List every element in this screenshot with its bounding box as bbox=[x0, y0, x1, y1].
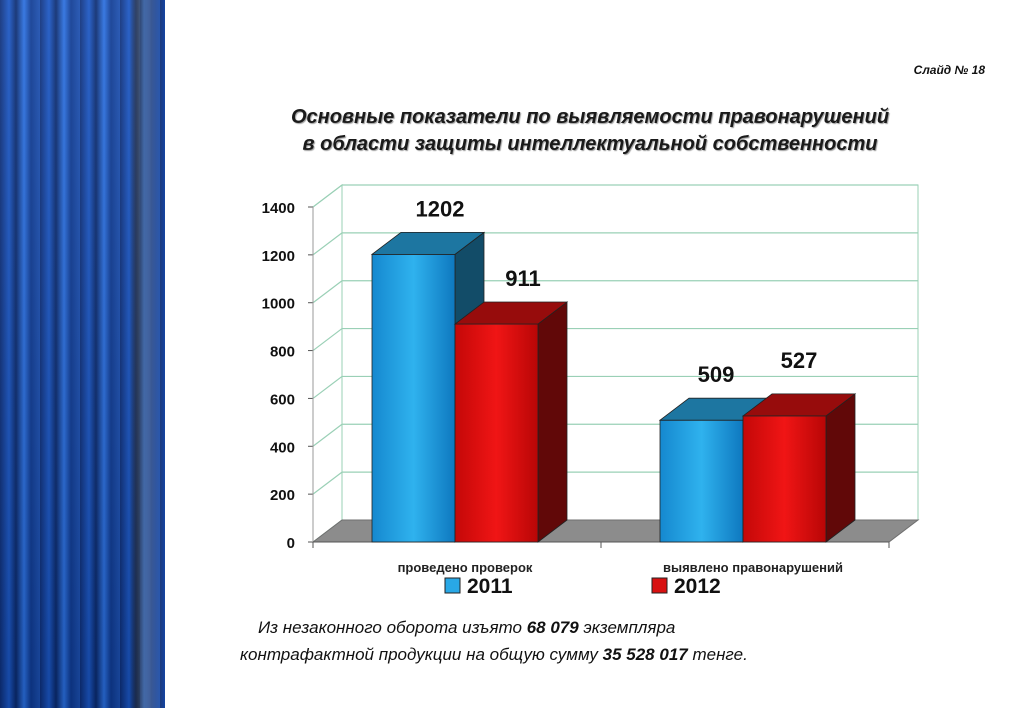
y-tick-label: 800 bbox=[269, 343, 295, 361]
note-text-3: контрафактной продукции на общую сумму bbox=[240, 645, 603, 664]
note-text-2: экземпляра bbox=[578, 618, 676, 637]
note-text-4: тенге. bbox=[687, 645, 748, 664]
legend-label-2012: 2012 bbox=[674, 575, 721, 598]
y-tick-label: 1000 bbox=[261, 295, 295, 313]
bar-front-2012 bbox=[743, 416, 826, 542]
title-line-2: в области защиты интеллектуальной собственности bbox=[302, 133, 878, 155]
chart-side-wall bbox=[313, 185, 342, 542]
data-label: 509 bbox=[697, 362, 735, 388]
bar-front-2012 bbox=[455, 324, 538, 542]
legend-label-2011: 2011 bbox=[467, 575, 513, 598]
bar-front-2011 bbox=[660, 420, 743, 542]
note-text-1: Из незаконного оборота изъято bbox=[258, 618, 527, 637]
legend-swatch-2011 bbox=[445, 578, 460, 593]
bottom-note-line-2 bbox=[240, 641, 940, 668]
note-value-amount: 35 528 017 bbox=[602, 645, 688, 664]
y-tick-label: 200 bbox=[269, 487, 295, 505]
bottom-note bbox=[240, 614, 940, 668]
data-label: 527 bbox=[780, 347, 818, 373]
bar-side-2012 bbox=[826, 394, 855, 542]
y-tick-label: 1200 bbox=[261, 247, 295, 265]
category-label: проведено проверок bbox=[397, 560, 533, 575]
slide-number: Слайд № 18 bbox=[913, 63, 985, 77]
y-tick-label: 1400 bbox=[261, 200, 295, 217]
y-tick-label: 0 bbox=[286, 535, 295, 552]
category-label: выявлено правонарушений bbox=[663, 560, 843, 575]
y-tick-label: 400 bbox=[269, 439, 295, 457]
bar-side-2012 bbox=[538, 302, 567, 542]
data-label: 911 bbox=[505, 266, 541, 292]
bar-front-2011 bbox=[372, 254, 455, 542]
data-label: 1202 bbox=[415, 196, 465, 222]
legend-swatch-2012 bbox=[652, 578, 667, 593]
bottom-note-line-1 bbox=[240, 614, 940, 641]
y-tick-label: 600 bbox=[269, 391, 295, 409]
note-value-copies: 68 079 bbox=[526, 618, 579, 637]
title-line-1: Основные показатели по выявляемости правонарушений bbox=[290, 106, 890, 128]
